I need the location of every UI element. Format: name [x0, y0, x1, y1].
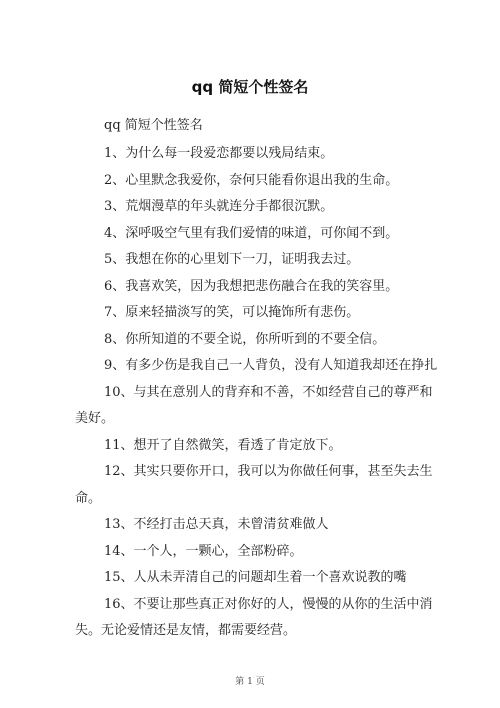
- list-item: [0, 327, 500, 354]
- list-item: [0, 274, 500, 301]
- list-item: [0, 300, 500, 327]
- list-item: [0, 592, 500, 645]
- list-item: [0, 353, 500, 380]
- list-item: [0, 221, 500, 248]
- document-subtitle: qq 简短个性签名: [104, 118, 203, 133]
- list-item-text-line2: 失。无论爱情还是友情，都需要经营。: [75, 623, 297, 638]
- list-item-text: 5、我想在你的心里划下一刀，证明我去过。: [104, 252, 360, 267]
- list-item-text-line1: 12、其实只要你开口，我可以为你做任何事，甚至失去生: [104, 464, 433, 479]
- list-item-text: 14、一个人，一颗心，全部粉碎。: [104, 543, 303, 559]
- list-item-text: 8、你所知道的不要全说，你所听到的不要全信。: [104, 331, 386, 347]
- list-item-text-line2: 命。: [75, 490, 102, 506]
- list-item: [0, 247, 500, 274]
- list-item-text: 13、不经打击总天真，未曾清贫难做人: [104, 517, 329, 532]
- list-item-text: 15、人从未弄清自己的问题却生着一个喜欢说教的嘴: [104, 570, 407, 585]
- list-item-text-line2: 美好。: [75, 411, 115, 426]
- list-item: [0, 539, 500, 566]
- list-item-text: 1、为什么每一段爱恋都要以残局结束。: [104, 146, 334, 161]
- list-item-text-line1: 10、与其在意别人的背弃和不善，不如经营自己的尊严和: [104, 384, 433, 400]
- list-item: [0, 433, 500, 460]
- list-item: [0, 380, 500, 433]
- list-item: [0, 459, 500, 512]
- list-item: [0, 141, 500, 168]
- list-item-text: 7、原来轻描淡写的笑，可以掩饰所有悲伤。: [104, 305, 360, 320]
- list-item-text: 9、有多少伤是我自己一人背负，没有人知道我却还在挣扎: [104, 358, 438, 373]
- list-item: [0, 512, 500, 539]
- list-item: [0, 194, 500, 221]
- list-item-text-line1: 16、不要让那些真正对你好的人，慢慢的从你的生活中消: [104, 596, 433, 612]
- page-number: 第 1 页: [235, 677, 265, 687]
- list-item-text: 4、深呼吸空气里有我们爱情的味道，可你闻不到。: [104, 225, 399, 241]
- signature-list: [0, 141, 500, 645]
- list-item: [0, 565, 500, 592]
- list-item-text: 6、我喜欢笑，因为我想把悲伤融合在我的笑容里。: [104, 278, 399, 294]
- document-title: qq 简短个性签名: [191, 78, 309, 96]
- list-item-text: 11、想开了自然微笑，看透了肯定放下。: [104, 437, 342, 453]
- list-item-text: 3、荒烟漫草的年头就连分手都很沉默。: [104, 199, 334, 214]
- list-item-text: 2、心里默念我爱你，奈何只能看你退出我的生命。: [104, 172, 399, 188]
- list-item: [0, 168, 500, 195]
